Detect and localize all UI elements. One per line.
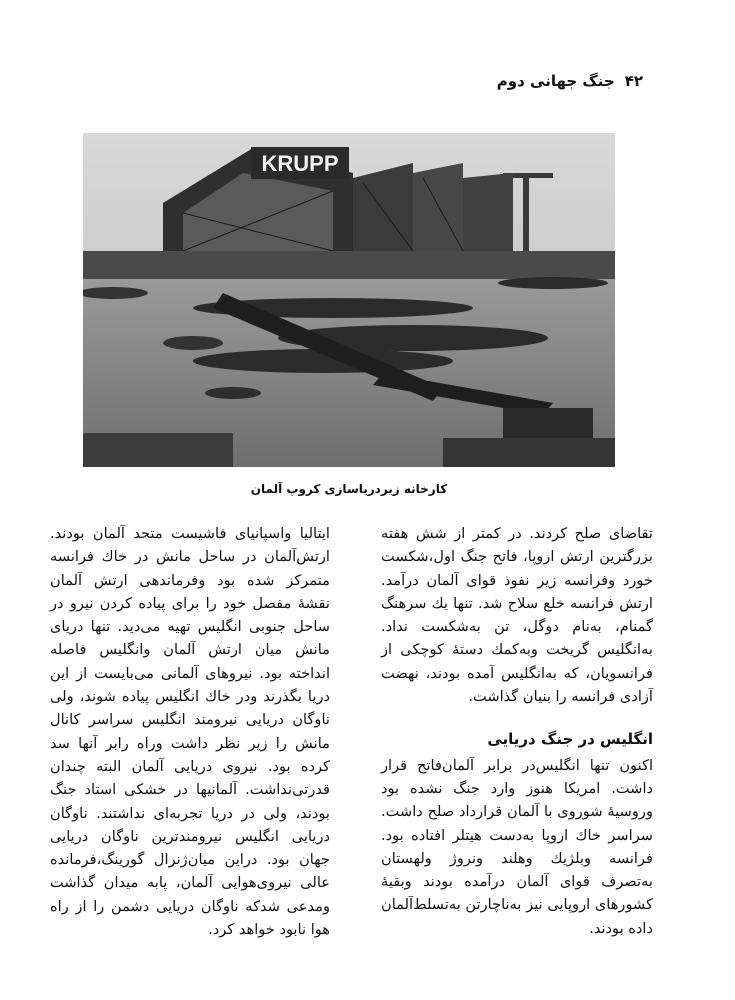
running-title: جنگ جهانی دوم bbox=[496, 72, 615, 90]
shipyard-photo bbox=[83, 133, 615, 467]
right-column bbox=[381, 522, 653, 940]
krupp-sign: KRUPP bbox=[261, 151, 339, 176]
section-heading: انگلیس در جنگ دریایی bbox=[487, 730, 653, 749]
page-number: ۴۲ bbox=[624, 72, 643, 90]
right-paragraph-1: تقاضای صلح کردند. در کمتر از شش هفته بزرگترین ارتش اروپا، فاتح جنگ اول،شکست خورد وفرانسه زیر نفوذ قوای آلمان درآمد. ارتش فرانسه خلع سلاح شد. تنها یك سرهنگ گمنام، به‌نام دوگل، تن به‌شکست نداد. به‌انگلیس گریخت وبه‌کمك دستهٔ کوچکی از فرانسویان، که به‌انگلیس آمده بودند، نهضت آزادی فرانسه را بنیان گذاشت. bbox=[381, 525, 653, 706]
figure-caption: کارخانه زیردریاسازی کروپ آلمان bbox=[250, 482, 448, 496]
left-paragraph-1: ایتالیا واسپانیای فاشیست متحد آلمان بودند. ارتش‌آلمان در ساحل مانش در خاك فرانسه متمرکز شده بود وفرماندهی ارتش آلمان نقشهٔ مفصل خود را برای پیاده کردن نیرو در ساحل جنوبی انگلیس تهیه می‌دید. تنها دریای مانش میان ارتش آلمان وانگلیس فاصله انداخته بود. نیروهای آلمانی می‌بایست از این دریا بگذرند ودر خاك انگلیس پیاده شوند، ولی ناوگان دریایی نیرومند انگلیس سراسر کانال مانش را زیر نظر داشت وراه رابر آنها سد کرده بود. نیروی دریایی آلمان البته چندان قدرتی‌نداشت. آلمانیها در خشکی استاد جنگ بودند، ولی در دریا تجربه‌ای نداشتند. ناوگان دریایی انگلیس نیرومندترین ناوگان دریایی جهان بود. دراین میان‌ژنرال گورینگ،فرمانده عالی نیروی‌هوایی آلمان، پابه میدان گذاشت ومدعی شدکه ناوگان دریایی دشمن را از راه هوا نابود خواهد کرد. bbox=[50, 525, 330, 939]
right-paragraph-2: اکنون تنها انگلیس‌در برابر آلمان‌فاتح قرار داشت. امریکا هنوز وارد جنگ نشده بود وروسیهٔ شوروی با آلمان قرارداد صلح داشت. سراسر خاك اروپا به‌دست هیتلر افتاده بود. فرانسه وبلژیك وهلند ونروژ ولهستان به‌تصرف قوای آلمان درآمده بودند وبقیهٔ کشورهای اروپایی نیز به‌ناچارتن به‌تسلط‌آلمان داده بودند. bbox=[381, 756, 653, 937]
left-column bbox=[50, 522, 330, 941]
page-header bbox=[497, 72, 643, 90]
